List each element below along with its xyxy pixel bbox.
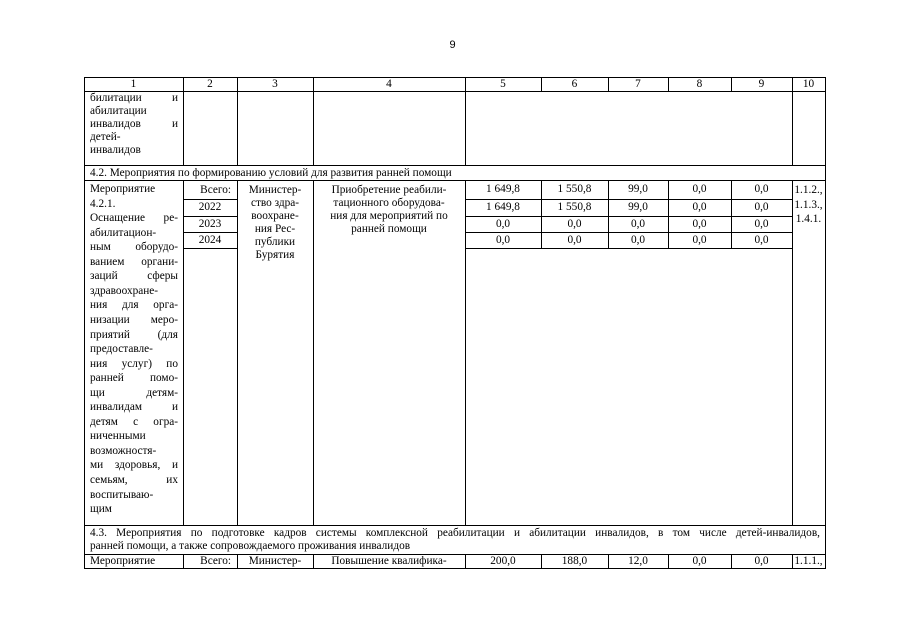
measure-name-line: инвалидам и	[90, 401, 178, 414]
measure-name-line: воспитываю-	[90, 488, 154, 501]
header-col-8: 8	[696, 78, 703, 90]
col-line-4b	[465, 180, 466, 526]
col-line-0	[84, 77, 85, 569]
executor-line: воохране-	[251, 210, 299, 222]
measure-name-line: здравоохране-	[90, 284, 159, 297]
value-cell: 0,0	[692, 201, 707, 213]
header-col-10: 10	[802, 78, 815, 90]
year-2023: 2023	[198, 218, 222, 230]
header-col-1: 1	[130, 78, 137, 90]
rule-year-2	[183, 216, 237, 217]
measure-name-line: детям с огра-	[90, 415, 178, 428]
measure-name-line: щим	[90, 503, 112, 516]
measure-name-line: ния услуг) по	[90, 357, 178, 370]
section-title-4-3-line2: ранней помощи, а также сопровождаемого проживания инвалидов	[90, 540, 411, 552]
result-line: ния для мероприятий по	[330, 210, 448, 222]
rule-val-3	[466, 232, 793, 233]
measure-name-line: возможностя-	[90, 444, 157, 457]
value-cell: 0,0	[495, 234, 511, 246]
col-line-10	[825, 77, 826, 569]
section-title-4-2: 4.2. Мероприятия по формированию условий для развития ранней помощи	[90, 167, 452, 179]
result-line: ранней помощи	[351, 223, 427, 235]
value-cell: 0,0	[754, 234, 769, 246]
rule-s42-top	[84, 165, 826, 166]
value-cell: 0,0	[567, 218, 582, 230]
measure-name-line: ванием органи-	[90, 255, 178, 268]
year-total: Всего:	[200, 184, 231, 196]
value-cell: 0,0	[630, 234, 646, 246]
page-number: 9	[449, 39, 456, 51]
last-row-value: 0,0	[754, 555, 769, 567]
executor-line: ство здра-	[250, 197, 300, 209]
col-line-9b	[792, 180, 793, 526]
cont-line: инвалидов и	[90, 118, 178, 130]
measure-name-line: абилитацион-	[90, 226, 157, 239]
last-row-value: 188,0	[561, 555, 588, 567]
cont-line: билитации и	[90, 92, 178, 104]
value-cell: 0,0	[692, 183, 707, 195]
header-col-7: 7	[635, 78, 641, 90]
measure-name-line: ным оборудо-	[90, 241, 178, 254]
measure-name-line: заций сферы	[90, 270, 178, 283]
measure-name-line: предоставле-	[90, 343, 153, 356]
header-col-2: 2	[207, 78, 213, 90]
measure-name-line: 4.2.1.	[90, 197, 116, 210]
last-row-name: Мероприятие	[90, 555, 156, 567]
rule-year-3	[183, 232, 237, 233]
value-cell: 0,0	[692, 218, 707, 230]
last-row-result: Повышение квалифика-	[331, 555, 447, 567]
result-line: Приобретение реабили-	[331, 184, 447, 196]
header-col-3: 3	[272, 78, 278, 90]
result-line: тационного оборудова-	[333, 197, 445, 209]
executor-line: Министер-	[248, 184, 302, 196]
header-col-9: 9	[758, 78, 765, 90]
value-cell: 1 649,8	[486, 201, 520, 213]
header-col-6: 6	[571, 78, 578, 90]
value-cell: 0,0	[754, 183, 769, 195]
last-row-value: 0,0	[692, 555, 707, 567]
measure-name-line: семьям, их	[90, 474, 178, 486]
col-line-1b	[183, 180, 184, 526]
measure-name-line: ранней помо-	[90, 372, 178, 385]
rule-year-1	[183, 199, 237, 200]
cont-line: детей-	[90, 131, 121, 143]
value-cell: 99,0	[628, 183, 648, 195]
rule-year-4	[183, 248, 237, 249]
measure-name-line: ниченными	[90, 430, 146, 443]
year-2024: 2024	[198, 234, 222, 246]
last-row-value: 200,0	[490, 555, 516, 567]
measure-name-line: приятий (для	[90, 328, 178, 341]
value-cell: 99,0	[628, 201, 648, 213]
measure-name-line: Мероприятие	[90, 183, 156, 195]
value-cell: 0,0	[630, 218, 646, 230]
last-row-value: 12,0	[628, 555, 648, 567]
value-cell: 0,0	[495, 218, 511, 230]
indicator-line: 1.4.1.	[795, 213, 822, 225]
rule-val-2	[466, 216, 793, 217]
value-cell: 0,0	[567, 234, 582, 246]
indicator-line: 1.1.3.,	[794, 199, 823, 211]
executor-line: Бурятия	[255, 249, 295, 261]
rule-val-1	[466, 199, 793, 200]
indicator-line: 1.1.2.,	[794, 184, 823, 196]
value-cell: 0,0	[692, 234, 707, 246]
cont-line: абилитации	[90, 105, 147, 117]
cont-line: инвалидов	[90, 144, 141, 156]
measure-name-line: ния для орга-	[90, 299, 178, 312]
value-cell: 1 649,8	[486, 183, 520, 195]
measure-name-line: щи детям-	[90, 386, 178, 399]
last-row-indicator: 1.1.1.,	[794, 555, 823, 567]
measure-name-line: низации меро-	[90, 313, 178, 326]
measure-name-line: ми здоровья, и	[90, 459, 178, 472]
executor-line: публики	[254, 236, 296, 248]
rule-s43-top	[84, 525, 826, 526]
value-cell: 0,0	[754, 218, 769, 230]
section-title-4-3-line1: 4.3. Мероприятия по подготовке кадров системы комплексной реабилитации и абилитации инвалидов, в том числе детей-инвалидов,	[90, 527, 820, 539]
value-cell: 0,0	[754, 201, 769, 213]
measure-name-line: Оснащение ре-	[90, 212, 178, 225]
value-cell: 1 550,8	[557, 201, 592, 213]
year-2022: 2022	[198, 201, 222, 213]
header-col-4: 4	[386, 78, 392, 90]
last-row-year: Всего:	[200, 555, 231, 567]
rule-val-4	[466, 248, 793, 249]
header-col-5: 5	[500, 78, 506, 90]
executor-line: ния Рес-	[254, 223, 296, 235]
last-row-executor: Министер-	[248, 555, 302, 567]
rule-header-bottom	[84, 91, 826, 92]
rule-s42-bottom	[84, 180, 826, 181]
rule-bottom	[84, 568, 826, 569]
value-cell: 1 550,8	[557, 183, 592, 195]
